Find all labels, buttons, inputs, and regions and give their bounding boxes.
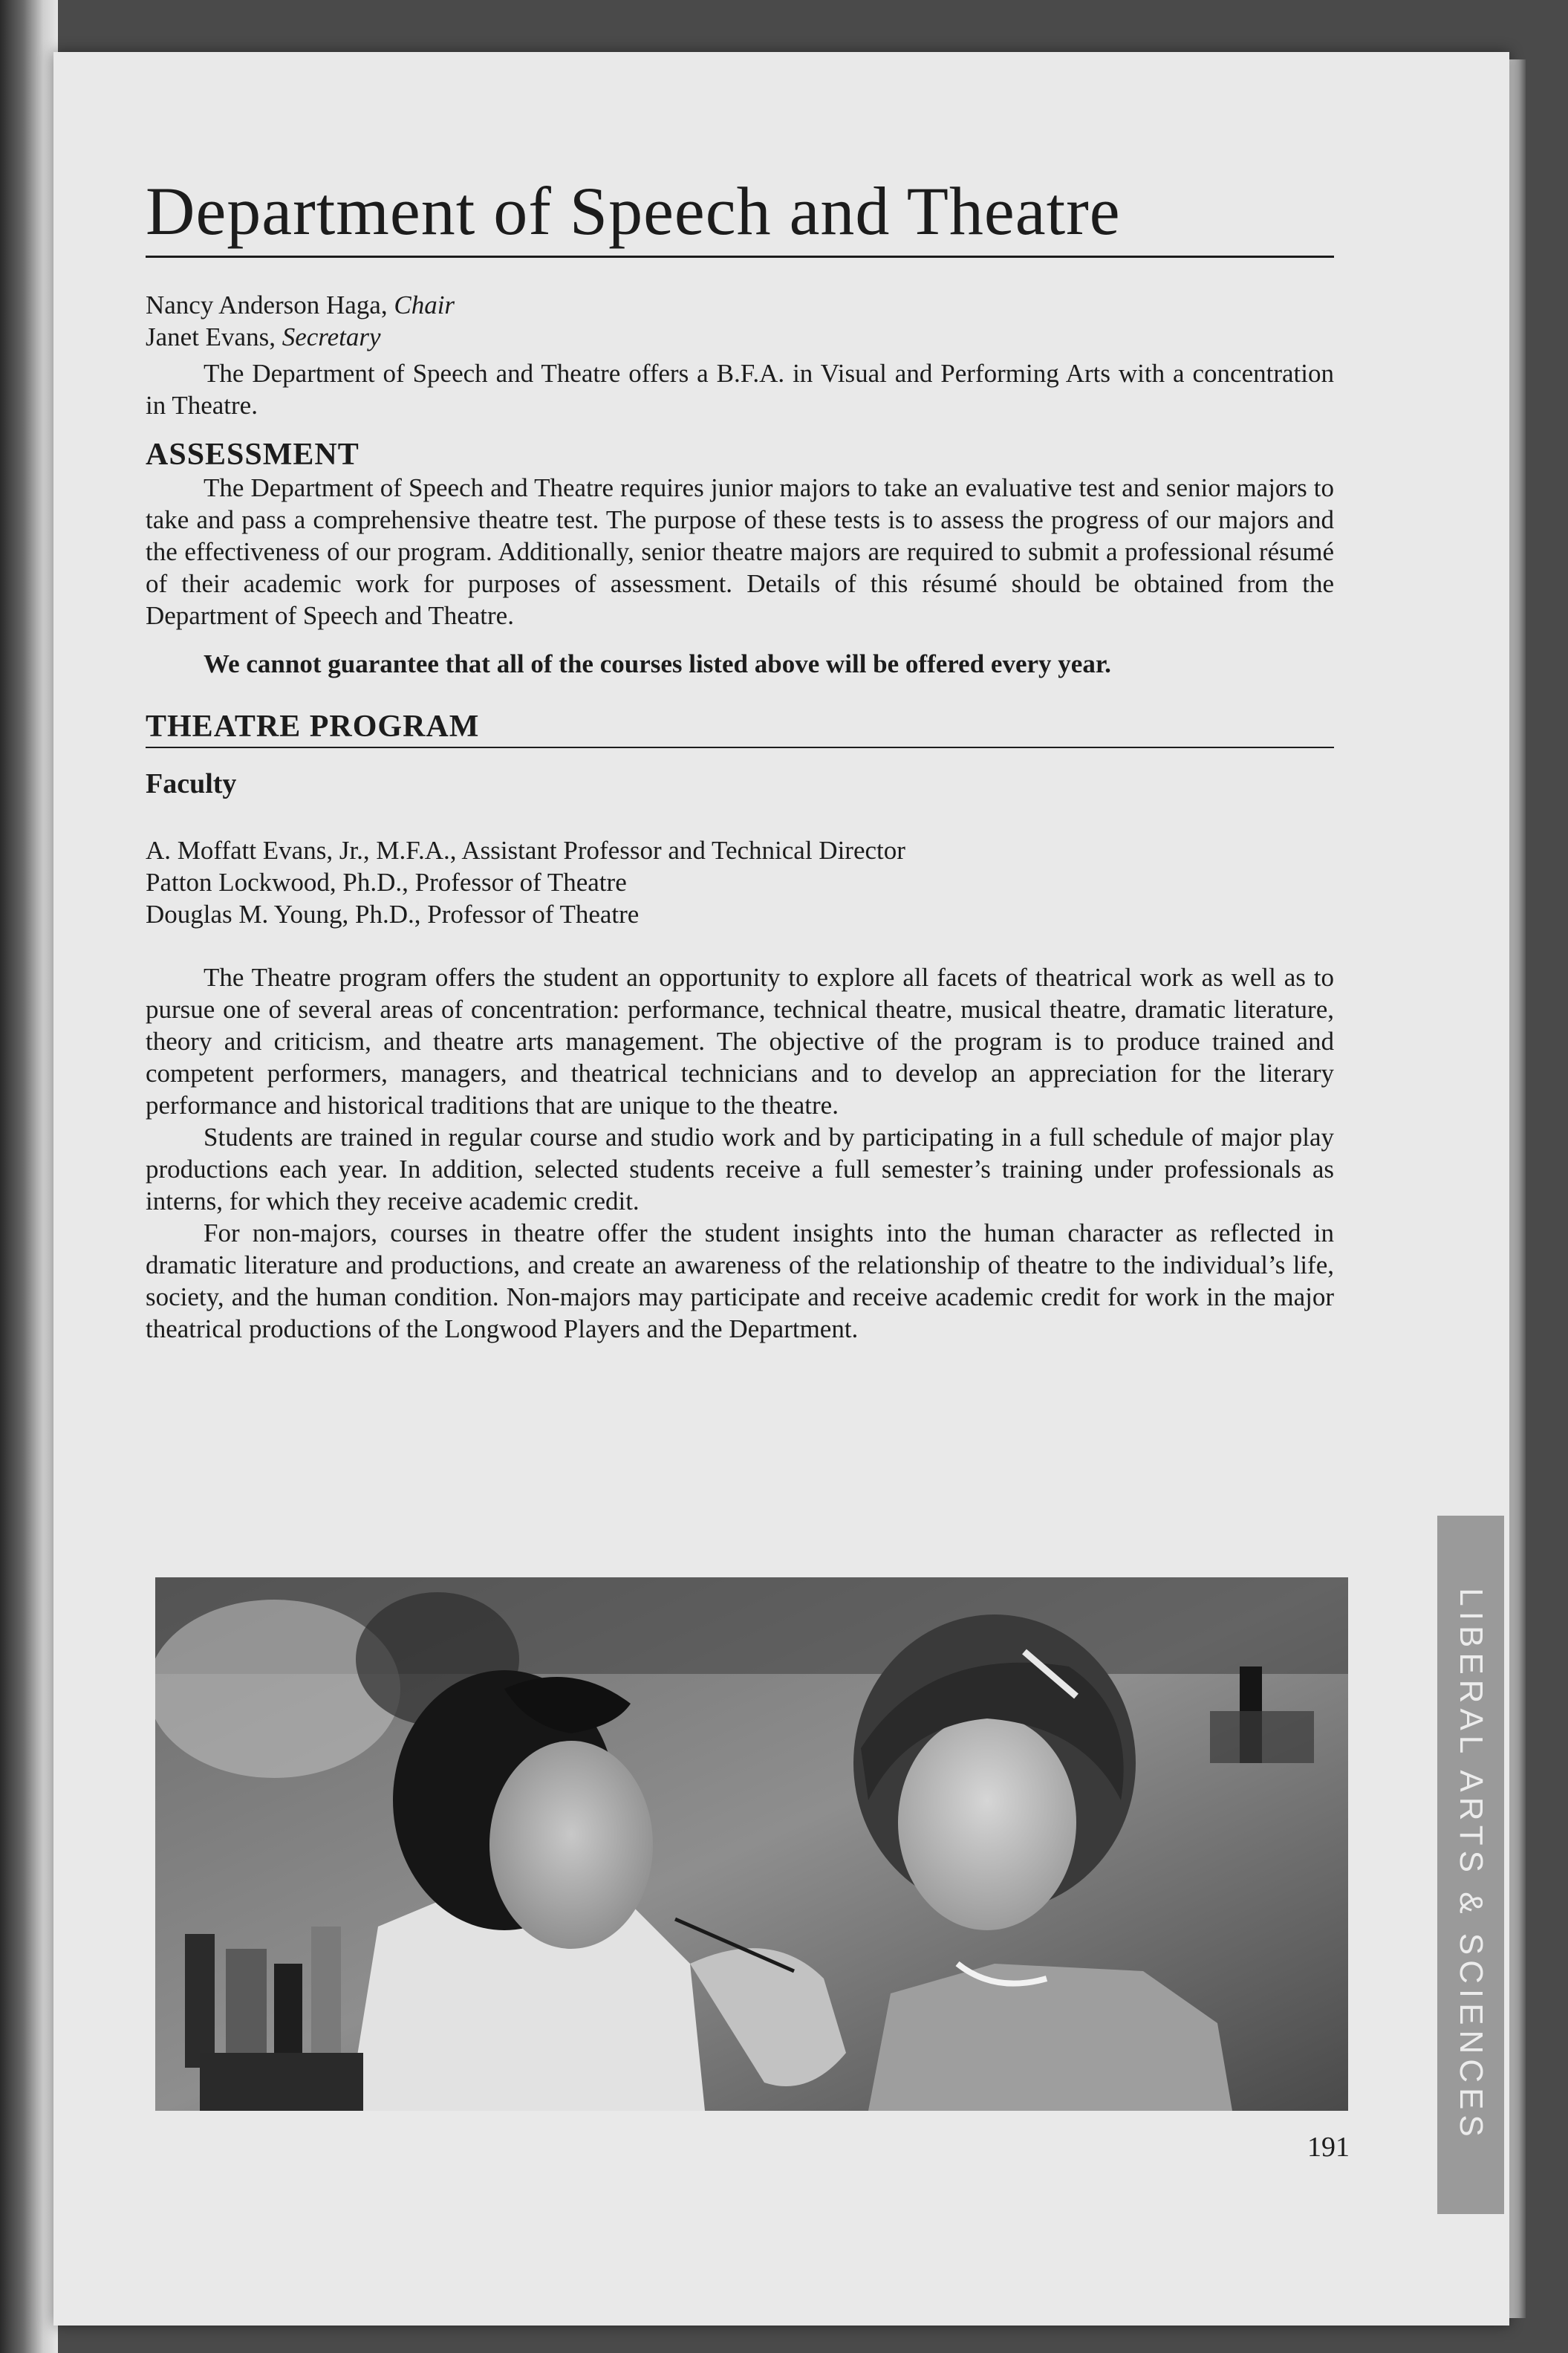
faculty-list (146, 834, 1334, 930)
staff-secretary (146, 321, 1334, 353)
page-content (146, 172, 1334, 1345)
staff-name: Janet Evans, (146, 322, 276, 351)
staff-role: Chair (394, 291, 455, 319)
section-tab-label: LIBERAL ARTS & SCIENCES (1453, 1588, 1489, 2142)
staff-chair (146, 289, 1334, 321)
theatre-paragraph: Students are trained in regular course and studio work and by participating in a full schedule of major play productions each year. In addition, selected students receive a full semester’s training under professionals as interns, for which they receive academic credit. (146, 1123, 1334, 1216)
department-staff (146, 289, 1334, 353)
intro-paragraph: The Department of Speech and Theatre offers a B.F.A. in Visual and Performing Arts with a concentration in Theatre. (146, 359, 1334, 420)
makeup-photo (155, 1577, 1348, 2111)
theatre-program-description (146, 961, 1334, 1345)
faculty-member: Patton Lockwood, Ph.D., Professor of Theatre (146, 868, 627, 897)
staff-name: Nancy Anderson Haga, (146, 291, 388, 319)
staff-role: Secretary (282, 322, 381, 351)
book-spine (0, 0, 58, 2353)
assessment-paragraph: The Department of Speech and Theatre requires junior majors to take an evaluative test and senior majors to take and pass a comprehensive theatre test. The purpose of these tests is to assess the progress of our majors and the effectiveness of our program. Additionally, senior theatre majors are required to submit a professional résumé of their academic work for purposes of assessment. Details of this résumé should be obtained from the Department of Speech and Theatre. (146, 473, 1334, 630)
faculty-member: A. Moffatt Evans, Jr., M.F.A., Assistant Professor and Technical Director (146, 836, 905, 865)
page-number: 191 (1307, 2132, 1350, 2163)
theatre-program-heading: THEATRE PROGRAM (146, 710, 1334, 748)
faculty-member: Douglas M. Young, Ph.D., Professor of Theatre (146, 900, 640, 929)
theatre-paragraph: The Theatre program offers the student an opportunity to explore all facets of theatrical work as well as to pursue one of several areas of concentration: performance, technical theatre, musical theatre, dramatic literature, theory and criticism, and theatre arts management. The objective of the program is to produce trained and competent performers, managers, and theatrical technicians and to develop an appreciation for the literary performance and historical traditions that are unique to the theatre. (146, 963, 1334, 1120)
course-notice: We cannot guarantee that all of the courses listed above will be offered every year. (204, 649, 1111, 678)
theatre-paragraph: For non-majors, courses in theatre offer the student insights into the human character as reflected in dramatic literature and productions, and create an awareness of the relationship of theatre to the individual’s life, society, and the human condition. Non-majors may participate and receive academic credit for work in the major theatrical productions of the Longwood Players and the Department. (146, 1218, 1334, 1343)
assessment-heading: ASSESSMENT (146, 438, 360, 472)
section-tab (1437, 1516, 1504, 2214)
page-edge (1509, 59, 1526, 2318)
page-title: Department of Speech and Theatre (146, 172, 1334, 258)
faculty-heading: Faculty (146, 768, 237, 799)
